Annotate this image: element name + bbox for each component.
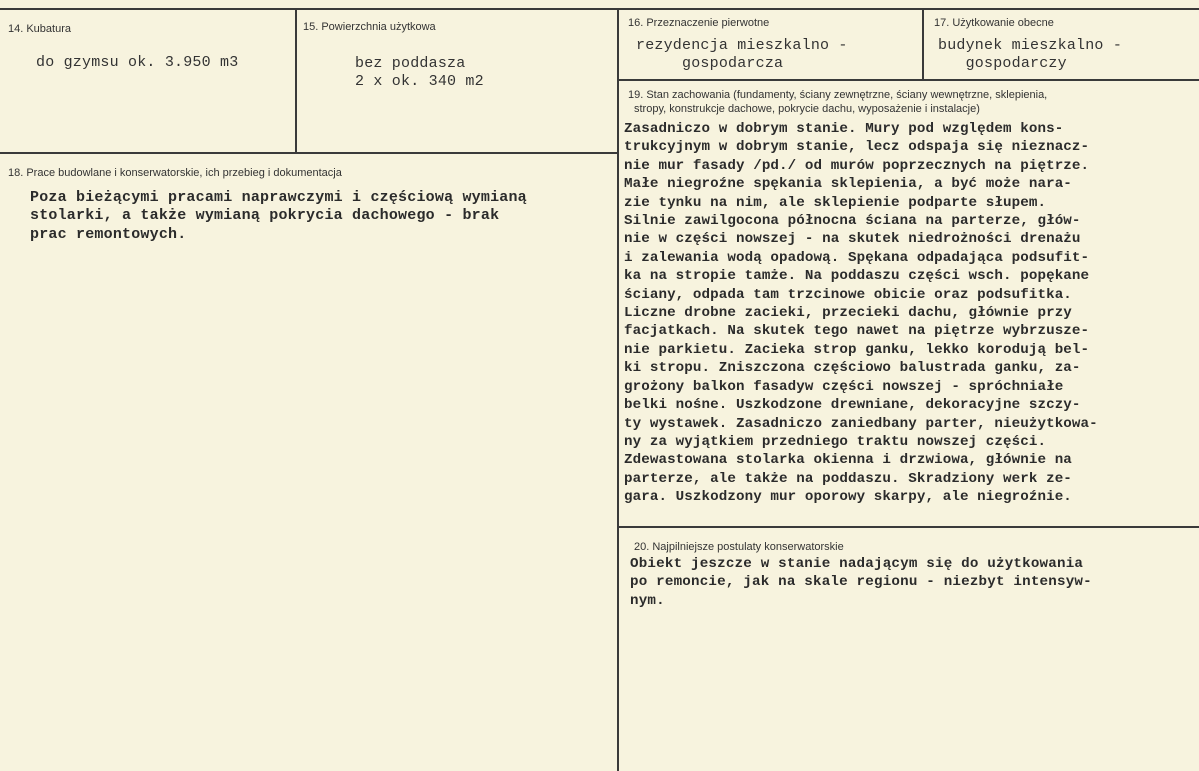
- stan-zachowania-value: Zasadniczo w dobrym stanie. Mury pod względem kons- trukcyjnym w dobrym stanie, lecz odspaja się nieznacz- nie mur fasady /pd./ od murów poprzecznych na piętrze. Małe niegroźne spękania sklepienia, a być może nara- zie tynku na nim, ale sklepienie podparte słupem. Silnie zawilgocona północna ściana na parterze, głów- nie w części nowszej - na skutek niedrożności drenażu i zalewania wodą opadową. Spękana odpadająca podsufit- ka na stropie tamże. Na poddaszu części wsch. popękane ściany, odpada tam trzcinowe obicie oraz podsufitka. Liczne drobne zacieki, przecieki dachu, głównie przy facjatkach. Na skutek tego nawet na piętrze wybrzusze- nie parkietu. Zacieka strop ganku, lekko korodują bel- ki stropu. Zniszczona częściowo balustrada ganku, za- grożony balkon fasadyw części nowszej - spróchniałe belki nośne. Uszkodzone drewniane, dekoracyjne szczy- ty wystawek. Zasadniczo zaniedbany parter, nieużytkowa- ny za wyjątkiem przedniego traktu nowszej części. Zdewastowana stolarka okienna i drzwiowa, głównie na parterze, ale także na poddaszu. Skradziony werk ze- gara. Uszkodzony mur oporowy skarpy, ale niegroźnie.: [624, 121, 1098, 506]
- przeznaczenie-label: 16. Przeznaczenie pierwotne: [628, 17, 770, 29]
- divider-col-main: [617, 9, 619, 771]
- kubatura-value: do gzymsu ok. 3.950 m3: [36, 54, 239, 71]
- uzytkowanie-value: budynek mieszkalno - gospodarczy: [938, 37, 1123, 73]
- kubatura-label: 14. Kubatura: [8, 23, 71, 35]
- prace-budowlane-label: 18. Prace budowlane i konserwatorskie, ich przebieg i dokumentacja: [8, 167, 342, 179]
- powierzchnia-value: bez poddasza 2 x ok. 340 m2: [355, 55, 484, 91]
- stan-zachowania-label-line2: stropy, konstrukcje dachowe, pokrycie dachu, wyposażenie i instalacje): [634, 103, 980, 115]
- powierzchnia-label: 15. Powierzchnia użytkowa: [303, 21, 436, 33]
- stan-zachowania-label-line1: 19. Stan zachowania (fundamenty, ściany zewnętrzne, ściany wewnętrzne, sklepienia,: [628, 89, 1048, 101]
- postulaty-label: 20. Najpilniejsze postulaty konserwatorskie: [634, 541, 844, 553]
- divider-row1-bottom-left: [0, 152, 619, 154]
- divider-col-16-17: [922, 9, 924, 80]
- postulaty-value: Obiekt jeszcze w stanie nadającym się do użytkowania po remoncie, jak na skale regionu - niezbyt intensyw- nym.: [630, 556, 1092, 609]
- divider-field20-top: [619, 526, 1199, 528]
- divider-col-14-15: [295, 9, 297, 153]
- divider-row1-bottom-right: [619, 79, 1199, 81]
- top-edge: [0, 0, 1199, 10]
- prace-budowlane-value: Poza bieżącymi pracami naprawczymi i częściową wymianą stolarki, a także wymianą pokrycia dachowego - brak prac remontowych.: [30, 189, 527, 243]
- przeznaczenie-value: rezydencja mieszkalno - gospodarcza: [636, 37, 848, 73]
- uzytkowanie-label: 17. Użytkowanie obecne: [934, 17, 1054, 29]
